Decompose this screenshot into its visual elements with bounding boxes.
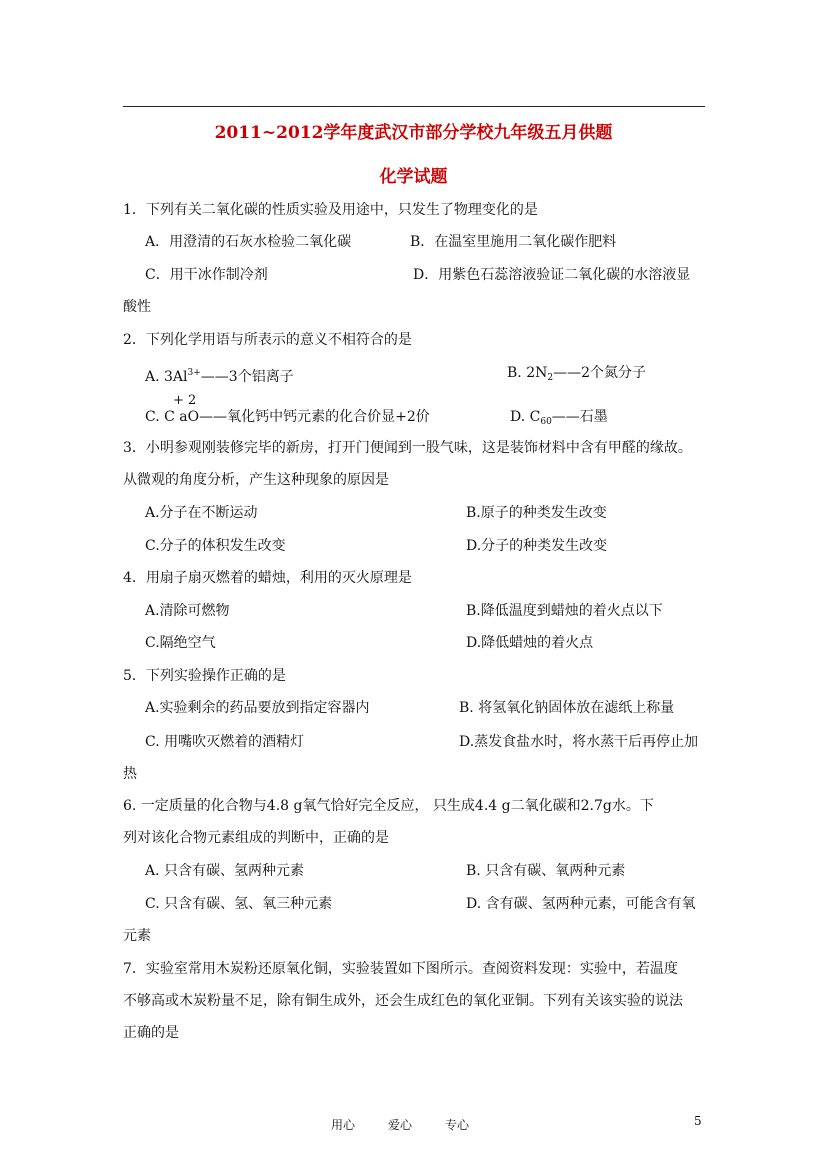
question-6-option-b: B. 只含有碳、氧两种元素 [466,863,626,879]
question-4-option-b: B.降低温度到蜡烛的着火点以下 [466,603,663,619]
question-6-stem-line-1: 6. 一定质量的化合物与4.8 g氧气恰好完全反应， 只生成4.4 g二氧化碳和2.7g水。下 [123,798,654,814]
question-7-stem-line-2: 不够高或木炭粉量不足，除有铜生成外，还会生成红色的氧化亚铜。下列有关该实验的说法 [123,993,683,1009]
question-4-option-c: C.隔绝空气 [145,635,216,651]
question-6-stem-line-2: 列对该化合物元素组成的判断中，正确的是 [123,830,389,846]
page-subtitle: 化学试题 [379,167,448,187]
question-2-option-b-formula: B. 2N [507,365,548,381]
question-6-option-a: A. 只含有碳、氢两种元素 [145,863,305,879]
question-7-stem-line-3: 正确的是 [123,1025,179,1041]
question-2-option-c-valence-mark: + 2 [173,393,197,408]
question-6-option-d-continued: 元素 [123,928,151,944]
question-2-option-a-meaning: ——3个铝离子 [200,369,294,385]
question-2-stem: 2．下列化学用语与所表示的意义不相符合的是 [123,332,412,348]
question-3-option-b: B.原子的种类发生改变 [466,505,607,521]
question-3-option-d: D.分子的种类发生改变 [466,538,608,554]
question-5-stem: 5．下列实验操作正确的是 [123,668,286,684]
question-2-option-a [145,364,294,386]
footer-motto-left: 用心 [331,1118,356,1132]
question-6-option-c: C. 只含有碳、氢、氧三种元素 [145,896,333,912]
page-number: 5 [694,1114,702,1128]
question-2-option-d-meaning: ——石墨 [551,409,608,425]
question-7-stem-line-1: 7．实验室常用木炭粉还原氧化铜，实验装置如下图所示。查阅资料发现：实验中，若温度 [123,961,678,977]
question-1-option-a: A．用澄清的石灰水检验二氧化碳 [145,234,352,250]
question-2-option-a-charge: 3+ [187,368,201,378]
question-2-option-b-meaning: ——2个氮分子 [553,365,647,381]
question-2-option-b [507,364,646,387]
question-2-option-d-subscript: 60 [540,417,552,427]
question-3-option-c: C.分子的体积发生改变 [145,538,286,554]
footer-motto-right: 专心 [445,1118,470,1132]
question-5-option-c: C. 用嘴吹灭燃着的酒精灯 [145,734,305,750]
question-4-option-a: A.清除可燃物 [145,603,230,619]
question-1-option-d: D．用紫色石蕊溶液验证二氧化碳的水溶液显 [413,267,691,283]
question-4-option-d: D.降低蜡烛的着火点 [466,635,594,651]
page-title: 2011~2012学年度武汉市部分学校九年级五月供题 [214,123,613,143]
question-1-stem: 1．下列有关二氧化碳的性质实验及用途中，只发生了物理变化的是 [123,202,538,218]
question-1-option-c: C．用干冰作制冷剂 [145,267,268,283]
question-1-option-b: B．在温室里施用二氧化碳作肥料 [410,234,617,250]
footer-motto-middle: 爱心 [388,1118,413,1132]
question-3-stem-line-2: 从微观的角度分析，产生这种现象的原因是 [123,472,389,488]
question-3-stem-line-1: 3．小明参观刚装修完毕的新房，打开门便闻到一股气味，这是装饰材料中含有甲醛的缘故。 [123,440,692,456]
question-5-option-d-continued: 热 [123,766,137,782]
question-5-option-d: D.蒸发食盐水时，将水蒸干后再停止加 [459,734,699,750]
question-2-option-a-formula: A. 3Al [145,369,188,385]
header-rule [123,106,705,107]
question-2-option-d [510,408,608,431]
question-3-option-a: A.分子在不断运动 [145,505,258,521]
question-2-option-d-formula: D. C [510,409,541,425]
question-5-option-b: B. 将氢氧化钠固体放在滤纸上称量 [459,700,675,716]
question-5-option-a: A.实验剩余的药品要放到指定容器内 [145,700,370,716]
question-4-stem: 4．用扇子扇灭燃着的蜡烛，利用的灭火原理是 [123,570,412,586]
question-2-option-b-subscript: 2 [547,373,554,383]
question-2-option-c: C. C aO——氧化钙中钙元素的化合价显+2价 [145,409,430,425]
question-6-option-d: D. 含有碳、氢两种元素，可能含有氧 [466,896,696,912]
question-1-option-d-continued: 酸性 [123,299,151,315]
